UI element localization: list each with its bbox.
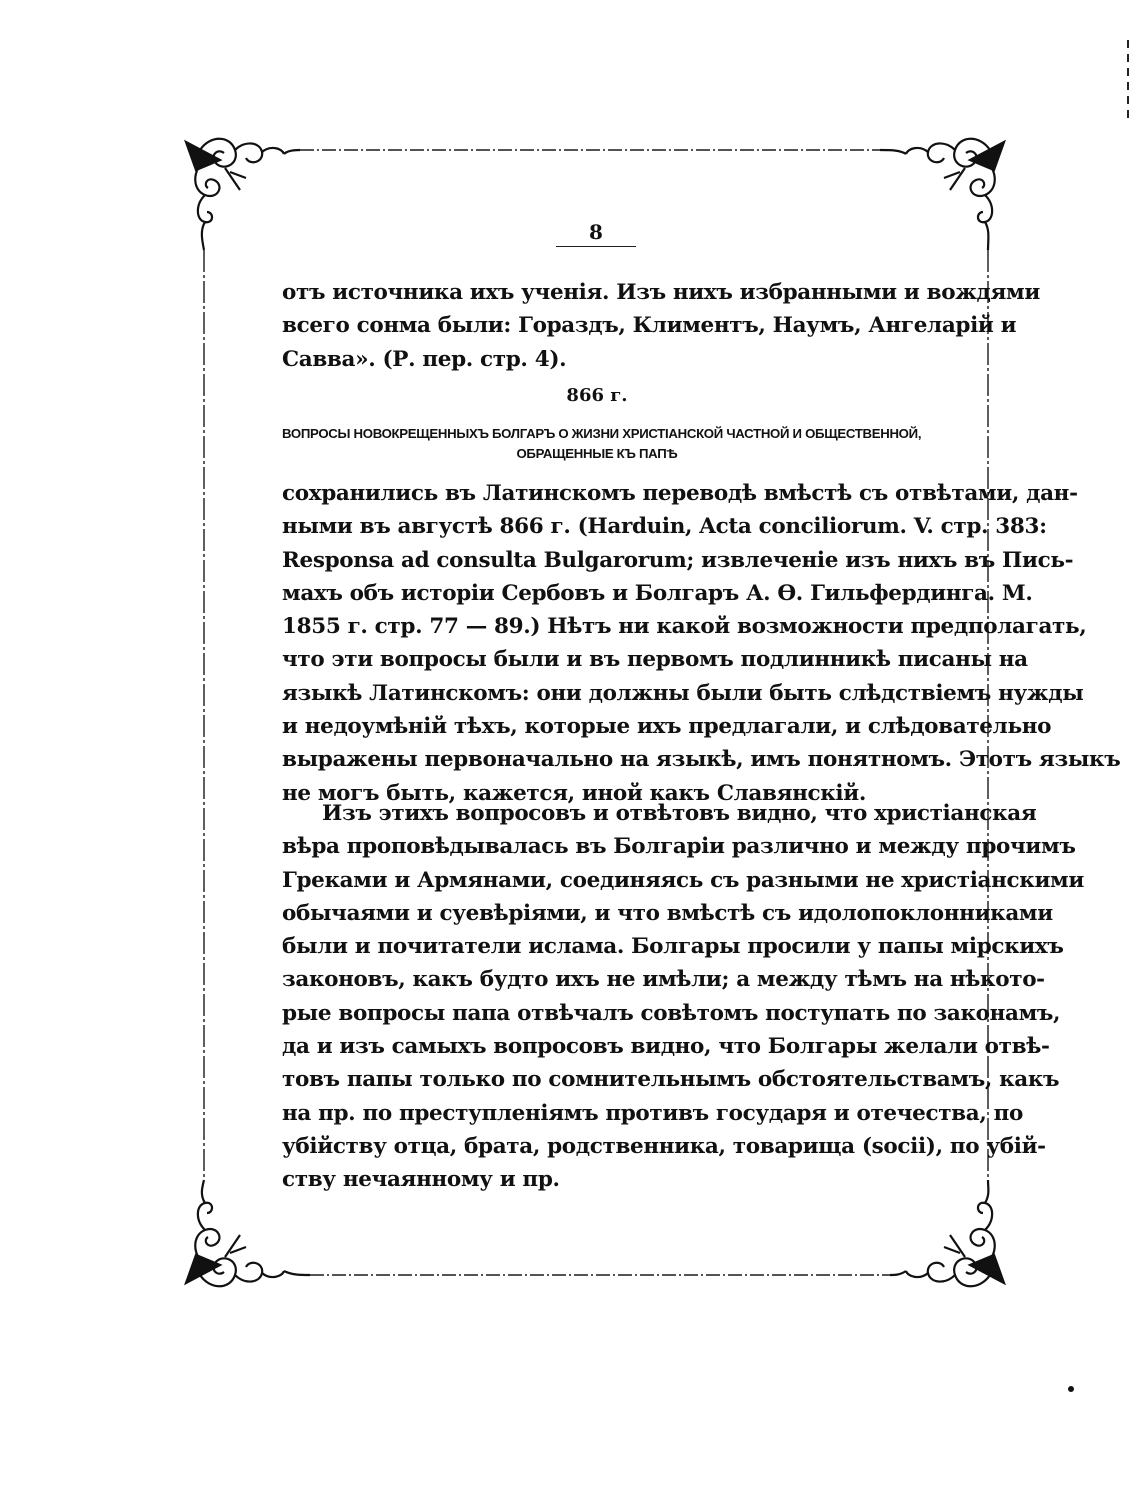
heading-line: ОБРАЩЕННЫЕ КЪ ПАПѢ — [516, 446, 678, 461]
corner-ornament-top-left-icon — [186, 139, 300, 250]
text-line: что эти вопросы были и въ первомъ подлинникѣ писаны на — [282, 647, 1028, 673]
page-number: 8 — [589, 220, 603, 244]
text-line: ству нечаянному и пр. — [282, 1167, 560, 1193]
text-line: рые вопросы папа отвѣчалъ совѣтомъ поступать по законамъ, — [282, 1000, 1061, 1026]
text-line: Responsa ad consulta Bulgarorum; извлеченіе изъ нихъ въ Пись- — [282, 547, 1074, 573]
text-line: были и почитатели ислама. Болгары просили у папы мірскихъ — [282, 934, 1064, 960]
text-line: вѣра проповѣдывалась въ Болгаріи различно и между прочимъ — [282, 834, 1076, 860]
text-line: ными въ августѣ 866 г. (Harduin, Acta conciliorum. V. стр. 383: — [282, 514, 1047, 540]
text-line: Греками и Армянами, соединяясь съ разными не христіанскими — [282, 867, 1084, 893]
text-line: товъ папы только по сомнительнымъ обстоятельствамъ, какъ — [282, 1067, 1060, 1093]
corner-ornament-top-right-icon — [880, 139, 1004, 250]
text-line: 1855 г. стр. 77 — 89.) Нѣтъ ни какой возможности предполагать, — [282, 614, 1087, 640]
heading-line: ВОПРОСЫ НОВОКРЕЩЕННЫХЪ БОЛГАРЪ О ЖИЗНИ ХРИСТІАНСКОЙ ЧАСТНОЙ И ОБЩЕСТВЕННОЙ, — [282, 426, 922, 441]
text-line: законовъ, какъ будто ихъ не имѣли; а между тѣмъ на нѣкото- — [282, 967, 1045, 993]
text-line: всего сонма были: Гораздъ, Климентъ, Наумъ, Ангеларій и — [282, 313, 1017, 339]
text-line: махъ объ исторіи Сербовъ и Болгаръ А. Ѳ. Гильфердинга. М. — [282, 580, 1033, 606]
scan-speck — [1068, 1386, 1074, 1392]
text-line: не могъ быть, кажется, иной какъ Славянскій. — [282, 780, 866, 806]
intro-text — [282, 276, 1040, 376]
text-line: да и изъ самыхъ вопросовъ видно, что Болгары желали отвѣ- — [282, 1034, 1050, 1060]
text-line: и недоумѣній тѣхъ, которые ихъ предлагали, и слѣдовательно — [282, 714, 1052, 740]
text-line: обычаями и суевѣріями, и что вмѣстѣ съ идолопоклонниками — [282, 900, 1053, 926]
paragraph-2 — [282, 797, 1084, 1197]
text-line: Савва». (Р. пер. стр. 4). — [282, 346, 567, 372]
paragraph-1 — [282, 477, 1121, 810]
text-line: на пр. по преступленіямъ противъ государя и отечества, по — [282, 1100, 1023, 1126]
text-line: языкѣ Латинскомъ: они должны были быть слѣдствіемъ нужды — [282, 680, 1084, 706]
page-number-rule — [556, 246, 636, 247]
section-heading — [282, 424, 922, 464]
text-line: Изъ этихъ вопросовъ и отвѣтовъ видно, что христіанская — [322, 801, 1037, 826]
section-year: 866 г. — [566, 385, 628, 406]
text-line: убійству отца, брата, родственника, товарища (socii), по убій- — [282, 1133, 1046, 1159]
text-line: отъ источника ихъ ученія. Изъ нихъ избранными и вождями — [282, 280, 1040, 305]
text-line: выражены первоначально на языкѣ, имъ понятномъ. Этотъ языкъ — [282, 747, 1121, 773]
text-line: сохранились въ Латинскомъ переводѣ вмѣстѣ съ отвѣтами, дан- — [282, 481, 1078, 506]
